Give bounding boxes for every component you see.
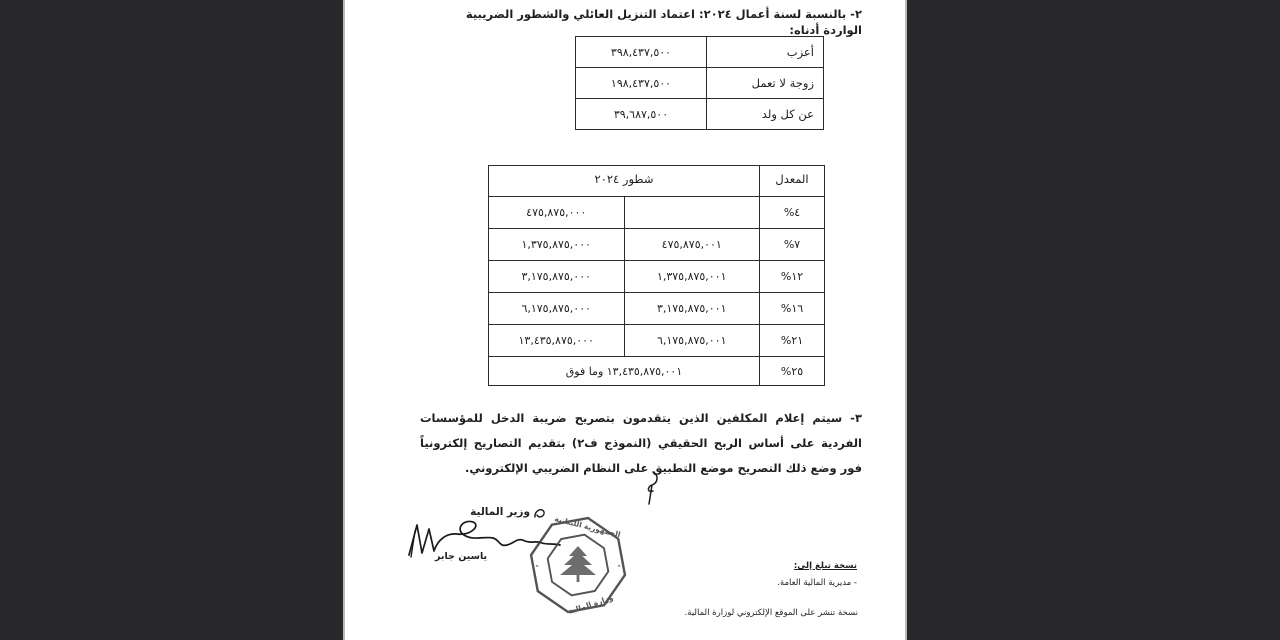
bracket-rate xyxy=(760,293,825,325)
deduction-value: ١٩٨,٤٣٧,٥٠٠ xyxy=(576,68,707,99)
copy-to-heading: نسخة تبلغ إلى: xyxy=(793,561,857,571)
copy-to-item: - مديرية المالية العامة. xyxy=(777,578,857,588)
section-3-paragraph: ٣- سيتم إعلام المكلفين الذين يتقدمون بتصريح ضريبة الدخل للمؤسسات الفردية على أساس الربح الحقيقي (النموذج ف٢) بتقديم التصاريح إلكترونياً فور وضع ذلك التصريح موضع التطبيق على النظام الضريبي الإلكتروني. xyxy=(420,411,862,475)
table-row xyxy=(576,37,824,68)
table-row xyxy=(489,261,825,293)
deduction-label: أعزب xyxy=(707,37,824,68)
table-row xyxy=(576,99,824,130)
stamp-ring-text-top: الجمهورية اللبنانية xyxy=(553,514,622,540)
bracket-rate xyxy=(760,229,825,261)
bracket-to: ٣,١٧٥,٨٧٥,٠٠٠ xyxy=(489,261,625,293)
stamp-dash-right: - xyxy=(617,561,621,570)
table-row xyxy=(489,293,825,325)
bracket-from: ١,٣٧٥,٨٧٥,٠٠١ xyxy=(624,261,760,293)
bracket-rate xyxy=(760,197,825,229)
table-row xyxy=(489,197,825,229)
rate-value: %٤ xyxy=(783,206,801,219)
table-row xyxy=(576,68,824,99)
deduction-value: ٣٩٨,٤٣٧,٥٠٠ xyxy=(576,37,707,68)
family-deductions-table xyxy=(575,36,824,130)
table-row xyxy=(489,325,825,357)
bracket-from: ٣,١٧٥,٨٧٥,٠٠١ xyxy=(624,293,760,325)
document-page xyxy=(345,0,905,640)
bracket-to: ١٣,٤٣٥,٨٧٥,٠٠٠ xyxy=(489,325,625,357)
publish-note: نسخة تنشر على الموقع الإلكتروني لوزارة المالية. xyxy=(684,608,858,618)
tax-brackets-table xyxy=(488,165,825,386)
ministry-stamp xyxy=(526,513,630,617)
rate-value: %١٢ xyxy=(780,270,804,283)
bracket-from: ٤٧٥,٨٧٥,٠٠١ xyxy=(624,229,760,261)
minister-name: ياسين جابر xyxy=(435,551,488,562)
bracket-rate xyxy=(760,325,825,357)
rate-value: %٧ xyxy=(783,238,801,251)
table-header-row xyxy=(489,166,825,197)
section-2-heading: ٢- بالنسبة لسنة أعمال ٢٠٢٤: اعتماد التنزيل العائلي والشطور الضريبية الواردة أدناه: xyxy=(465,7,862,37)
deduction-label: عن كل ولد xyxy=(707,99,824,130)
rate-value: %١٦ xyxy=(780,302,804,315)
minister-title: وزير المالية xyxy=(470,506,530,518)
bracket-rate xyxy=(760,357,825,386)
bracket-to: ٦,١٧٥,٨٧٥,٠٠٠ xyxy=(489,293,625,325)
deduction-label: زوجة لا تعمل xyxy=(707,68,824,99)
rate-value: %٢٥ xyxy=(780,364,804,378)
stamp-ring-text-bottom: وزارة المالية xyxy=(567,592,615,616)
bracket-from: ٦,١٧٥,٨٧٥,٠٠١ xyxy=(624,325,760,357)
bracket-to: ٤٧٥,٨٧٥,٠٠٠ xyxy=(489,197,625,229)
rate-column-header: المعدل xyxy=(760,166,825,197)
bracket-top-range: ١٣,٤٣٥,٨٧٥,٠٠١ وما فوق xyxy=(489,357,760,386)
bracket-to: ١,٣٧٥,٨٧٥,٠٠٠ xyxy=(489,229,625,261)
bracket-rate xyxy=(760,261,825,293)
table-row xyxy=(489,357,825,386)
brackets-column-header: شطور ٢٠٢٤ xyxy=(489,166,760,197)
cedar-tree-icon xyxy=(560,546,596,582)
stamp-dash-left: - xyxy=(535,561,539,570)
table-row xyxy=(489,229,825,261)
handwritten-initial-mark xyxy=(644,470,662,508)
bracket-from xyxy=(624,197,760,229)
deduction-value: ٣٩,٦٨٧,٥٠٠ xyxy=(576,99,707,130)
rate-value: %٢١ xyxy=(780,334,804,347)
